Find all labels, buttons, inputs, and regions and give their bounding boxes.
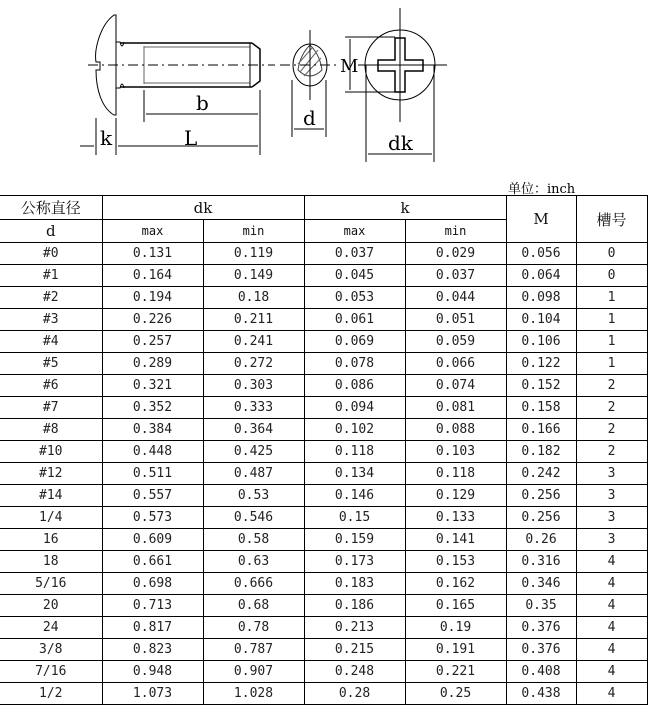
- cell-dk-min: 0.58: [203, 529, 304, 551]
- cell-dk-min: 0.149: [203, 265, 304, 287]
- cell-dk-min: 0.666: [203, 573, 304, 595]
- cell-dk-max: 0.384: [102, 419, 203, 441]
- cell-dk-max: 0.557: [102, 485, 203, 507]
- dim-label-k: k: [100, 126, 113, 150]
- cell-dk-min: 0.272: [203, 353, 304, 375]
- cell-dk-max: 0.698: [102, 573, 203, 595]
- cell-M: 0.242: [506, 463, 576, 485]
- table-row: [0, 287, 647, 309]
- dim-label-dk: dk: [388, 131, 413, 155]
- cell-dk-min: 0.119: [203, 243, 304, 265]
- cell-M: 0.106: [506, 331, 576, 353]
- cell-M: 0.256: [506, 485, 576, 507]
- table-row: [0, 485, 647, 507]
- header-k-min: min: [405, 220, 506, 243]
- cell-dk-min: 0.241: [203, 331, 304, 353]
- cell-dk-min: 0.546: [203, 507, 304, 529]
- cell-M: 0.35: [506, 595, 576, 617]
- cell-dk-min: 0.211: [203, 309, 304, 331]
- cell-k-min: 0.165: [405, 595, 506, 617]
- cell-k-max: 0.173: [304, 551, 405, 573]
- cell-M: 0.316: [506, 551, 576, 573]
- table-row: [0, 551, 647, 573]
- cell-dk-min: 0.333: [203, 397, 304, 419]
- dim-label-M: M: [340, 56, 359, 77]
- cell-dk-max: 0.352: [102, 397, 203, 419]
- table-row: [0, 573, 647, 595]
- cell-slot: 2: [576, 419, 647, 441]
- cell-slot: 2: [576, 397, 647, 419]
- cell-dk-max: 0.289: [102, 353, 203, 375]
- table-row: [0, 265, 647, 287]
- cell-slot: 0: [576, 243, 647, 265]
- cell-k-min: 0.066: [405, 353, 506, 375]
- cell-M: 0.376: [506, 617, 576, 639]
- cell-dk-max: 0.448: [102, 441, 203, 463]
- cell-k-max: 0.15: [304, 507, 405, 529]
- cell-dk-max: 0.609: [102, 529, 203, 551]
- cell-k-min: 0.141: [405, 529, 506, 551]
- cell-dk-min: 0.787: [203, 639, 304, 661]
- cell-slot: 0: [576, 265, 647, 287]
- cell-dk-min: 0.18: [203, 287, 304, 309]
- cell-dk-max: 0.823: [102, 639, 203, 661]
- cell-k-min: 0.081: [405, 397, 506, 419]
- cell-M: 0.438: [506, 683, 576, 705]
- table-row: [0, 353, 647, 375]
- cell-dk-max: 0.194: [102, 287, 203, 309]
- cell-d: 20: [0, 595, 102, 617]
- cell-k-max: 0.061: [304, 309, 405, 331]
- cell-k-max: 0.037: [304, 243, 405, 265]
- cell-dk-min: 1.028: [203, 683, 304, 705]
- cell-dk-max: 0.817: [102, 617, 203, 639]
- table-row: [0, 441, 647, 463]
- cell-k-max: 0.215: [304, 639, 405, 661]
- table-row: [0, 463, 647, 485]
- cell-k-max: 0.146: [304, 485, 405, 507]
- table-row: [0, 397, 647, 419]
- cell-d: 3/8: [0, 639, 102, 661]
- table-row: [0, 683, 647, 705]
- cell-slot: 4: [576, 683, 647, 705]
- cell-k-max: 0.118: [304, 441, 405, 463]
- cell-dk-max: 0.257: [102, 331, 203, 353]
- cell-slot: 3: [576, 463, 647, 485]
- cell-slot: 4: [576, 551, 647, 573]
- header-k: k: [304, 196, 506, 220]
- cell-k-min: 0.037: [405, 265, 506, 287]
- cell-d: 7/16: [0, 661, 102, 683]
- cell-d: #3: [0, 309, 102, 331]
- cell-M: 0.256: [506, 507, 576, 529]
- cell-k-min: 0.221: [405, 661, 506, 683]
- cell-dk-min: 0.907: [203, 661, 304, 683]
- table-row: [0, 507, 647, 529]
- cell-M: 0.166: [506, 419, 576, 441]
- cell-k-min: 0.118: [405, 463, 506, 485]
- table-row: [0, 309, 647, 331]
- cell-k-max: 0.053: [304, 287, 405, 309]
- cell-dk-max: 0.321: [102, 375, 203, 397]
- cell-k-max: 0.086: [304, 375, 405, 397]
- cell-dk-max: 0.164: [102, 265, 203, 287]
- cell-dk-max: 0.713: [102, 595, 203, 617]
- cell-dk-max: 1.073: [102, 683, 203, 705]
- cell-k-min: 0.25: [405, 683, 506, 705]
- cell-k-max: 0.186: [304, 595, 405, 617]
- dim-label-L: L: [184, 126, 198, 150]
- cell-slot: 1: [576, 353, 647, 375]
- cell-dk-max: 0.226: [102, 309, 203, 331]
- cell-k-min: 0.074: [405, 375, 506, 397]
- cell-dk-min: 0.487: [203, 463, 304, 485]
- dim-label-b: b: [196, 91, 209, 115]
- cell-dk-min: 0.63: [203, 551, 304, 573]
- unit-label: 单位：inch: [508, 182, 576, 197]
- cell-slot: 2: [576, 375, 647, 397]
- cell-k-min: 0.129: [405, 485, 506, 507]
- cell-k-max: 0.248: [304, 661, 405, 683]
- cell-d: #4: [0, 331, 102, 353]
- cell-d: #10: [0, 441, 102, 463]
- cell-M: 0.408: [506, 661, 576, 683]
- cell-M: 0.158: [506, 397, 576, 419]
- cell-k-max: 0.183: [304, 573, 405, 595]
- cell-k-max: 0.102: [304, 419, 405, 441]
- cell-d: 5/16: [0, 573, 102, 595]
- cell-d: #2: [0, 287, 102, 309]
- cell-M: 0.056: [506, 243, 576, 265]
- cell-k-min: 0.059: [405, 331, 506, 353]
- header-d: d: [0, 220, 102, 243]
- cell-slot: 2: [576, 441, 647, 463]
- table-row: [0, 375, 647, 397]
- table-row: [0, 661, 647, 683]
- cell-k-max: 0.213: [304, 617, 405, 639]
- cell-slot: 4: [576, 617, 647, 639]
- cell-d: #8: [0, 419, 102, 441]
- header-dk-max: max: [102, 220, 203, 243]
- cell-dk-min: 0.425: [203, 441, 304, 463]
- cell-k-min: 0.051: [405, 309, 506, 331]
- cell-slot: 1: [576, 331, 647, 353]
- cell-k-min: 0.133: [405, 507, 506, 529]
- cell-slot: 3: [576, 485, 647, 507]
- header-slot-no: 槽号: [576, 196, 647, 243]
- cell-dk-min: 0.78: [203, 617, 304, 639]
- table-row: [0, 617, 647, 639]
- cell-k-max: 0.134: [304, 463, 405, 485]
- cell-slot: 3: [576, 507, 647, 529]
- cell-M: 0.104: [506, 309, 576, 331]
- cell-d: 16: [0, 529, 102, 551]
- cell-slot: 4: [576, 661, 647, 683]
- cell-d: #7: [0, 397, 102, 419]
- cell-dk-max: 0.573: [102, 507, 203, 529]
- table-row: [0, 331, 647, 353]
- cell-dk-max: 0.661: [102, 551, 203, 573]
- cell-M: 0.26: [506, 529, 576, 551]
- cell-dk-max: 0.948: [102, 661, 203, 683]
- cell-d: #12: [0, 463, 102, 485]
- cell-k-max: 0.069: [304, 331, 405, 353]
- cell-k-min: 0.103: [405, 441, 506, 463]
- cell-slot: 4: [576, 639, 647, 661]
- table-row: [0, 243, 647, 265]
- cell-M: 0.064: [506, 265, 576, 287]
- cell-slot: 4: [576, 573, 647, 595]
- cell-k-min: 0.088: [405, 419, 506, 441]
- cell-d: #0: [0, 243, 102, 265]
- table-row: [0, 529, 647, 551]
- cell-k-min: 0.19: [405, 617, 506, 639]
- cell-k-max: 0.045: [304, 265, 405, 287]
- cell-dk-max: 0.131: [102, 243, 203, 265]
- screw-technical-drawing: [0, 0, 650, 180]
- cell-dk-max: 0.511: [102, 463, 203, 485]
- cell-k-min: 0.153: [405, 551, 506, 573]
- cell-slot: 3: [576, 529, 647, 551]
- cell-d: 18: [0, 551, 102, 573]
- cell-k-max: 0.28: [304, 683, 405, 705]
- cell-M: 0.376: [506, 639, 576, 661]
- cell-d: 1/2: [0, 683, 102, 705]
- header-dk-min: min: [203, 220, 304, 243]
- cell-d: #5: [0, 353, 102, 375]
- dimension-table: [0, 195, 648, 705]
- header-dk: dk: [102, 196, 304, 220]
- cell-k-min: 0.162: [405, 573, 506, 595]
- cell-k-max: 0.094: [304, 397, 405, 419]
- cell-M: 0.098: [506, 287, 576, 309]
- table-row: [0, 639, 647, 661]
- header-M: M: [506, 196, 576, 243]
- cell-k-max: 0.078: [304, 353, 405, 375]
- cell-dk-min: 0.303: [203, 375, 304, 397]
- cell-slot: 1: [576, 287, 647, 309]
- cell-dk-min: 0.53: [203, 485, 304, 507]
- cell-k-min: 0.044: [405, 287, 506, 309]
- cell-M: 0.346: [506, 573, 576, 595]
- cell-k-max: 0.159: [304, 529, 405, 551]
- dim-label-d: d: [303, 106, 316, 130]
- header-nominal-diameter: 公称直径: [0, 196, 102, 220]
- cell-M: 0.152: [506, 375, 576, 397]
- cell-d: #1: [0, 265, 102, 287]
- table-row: [0, 419, 647, 441]
- cell-d: 24: [0, 617, 102, 639]
- cell-M: 0.122: [506, 353, 576, 375]
- cell-d: 1/4: [0, 507, 102, 529]
- cell-dk-min: 0.68: [203, 595, 304, 617]
- cell-d: #6: [0, 375, 102, 397]
- cell-d: #14: [0, 485, 102, 507]
- cell-k-min: 0.029: [405, 243, 506, 265]
- cell-k-min: 0.191: [405, 639, 506, 661]
- cell-dk-min: 0.364: [203, 419, 304, 441]
- cell-M: 0.182: [506, 441, 576, 463]
- cell-slot: 4: [576, 595, 647, 617]
- cell-slot: 1: [576, 309, 647, 331]
- table-row: [0, 595, 647, 617]
- header-k-max: max: [304, 220, 405, 243]
